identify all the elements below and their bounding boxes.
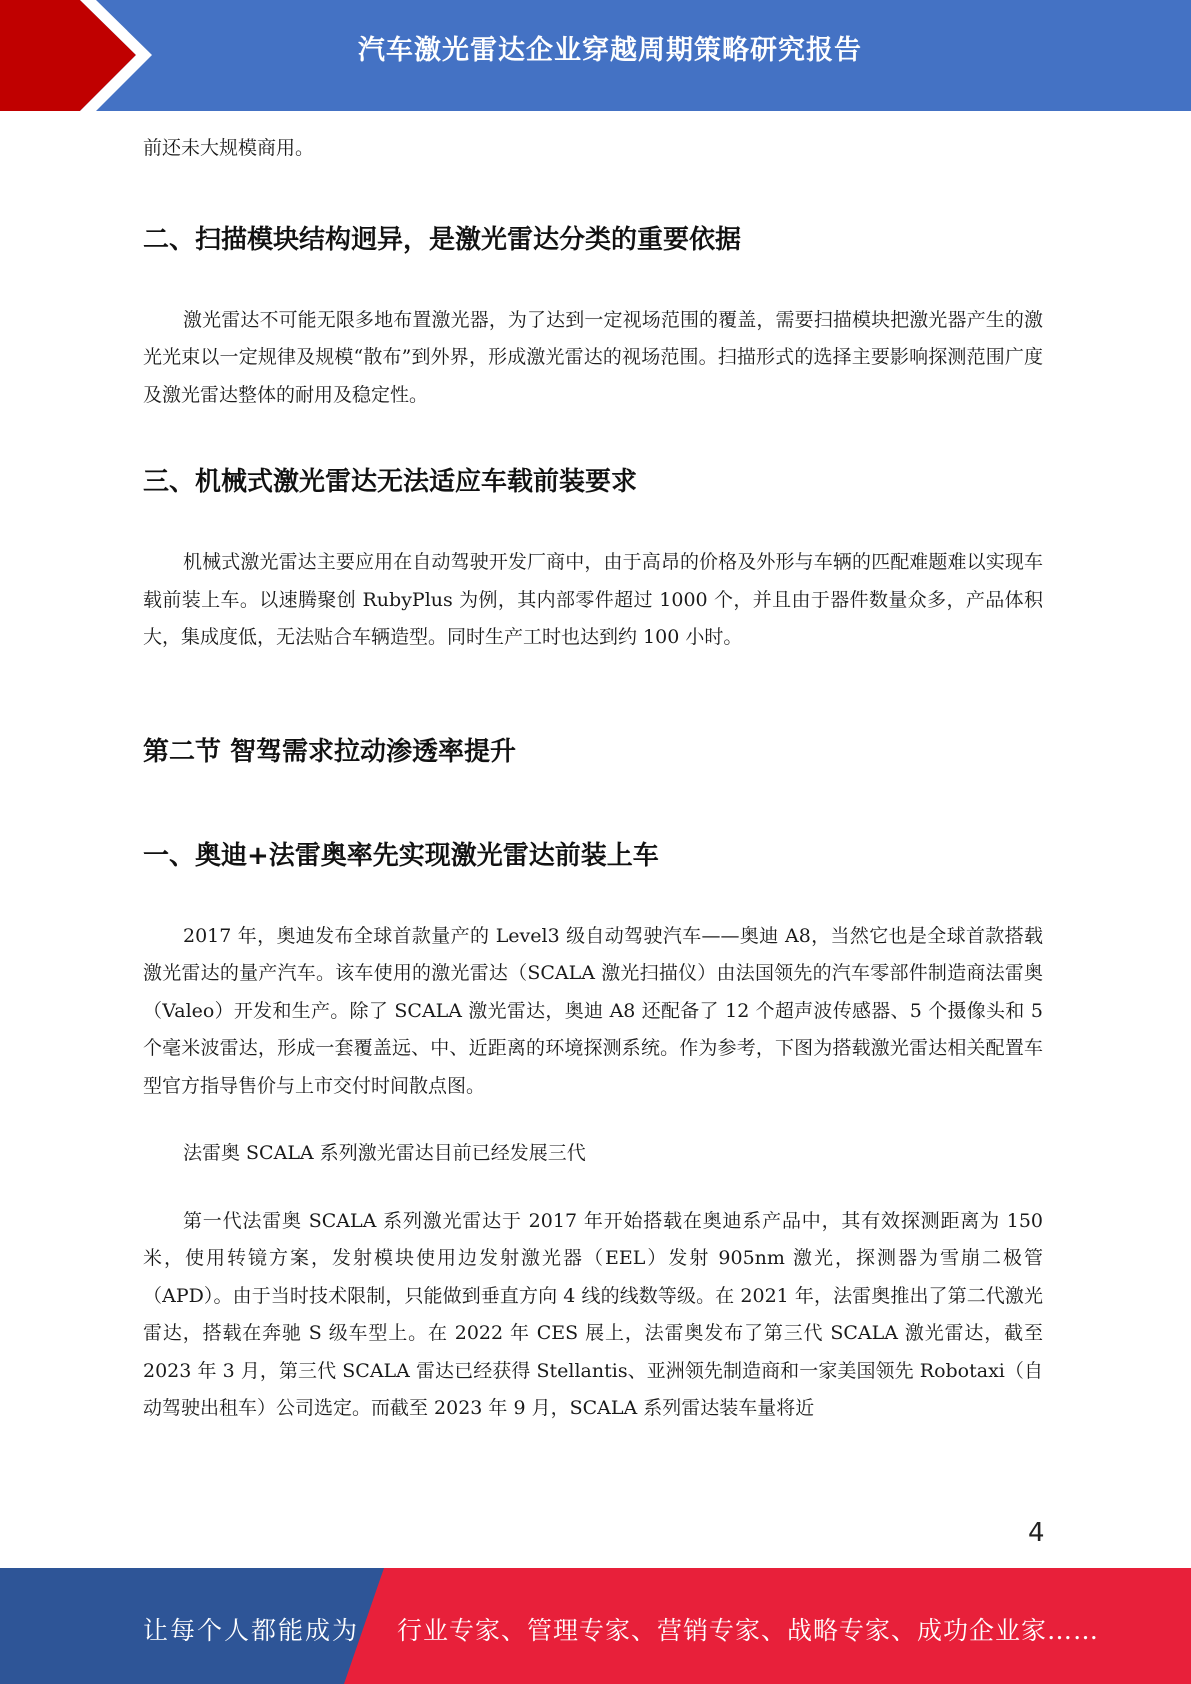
page-header <box>0 0 1191 111</box>
heading-mechanical-lidar: 三、机械式激光雷达无法适应车载前装要求 <box>143 467 638 497</box>
page-content <box>143 130 1043 1428</box>
footer-slogan-right: 行业专家、管理专家、营销专家、战略专家、成功企业家…… <box>397 1616 1100 1645</box>
paragraph-audi-a8: 2017 年，奥迪发布全球首款量产的 Level3 级自动驾驶汽车——奥迪 A8，当然它也是全球首款搭载激光雷达的量产汽车。该车使用的激光雷达（SCALA 激光扫描仪）由法国领先的汽车零部件制造商法雷奥（Valeo）开发和生产。除了 SCALA 激光雷达，奥迪 A8 还配备了 12 个超声波传感器、5 个摄像头和 5 个毫米波雷达，形成一套覆盖远、中、近距离的环境探测系统。作为参考，下图为搭载激光雷达相关配置车型官方指导售价与上市交付时间散点图。 <box>143 924 1043 1097</box>
paragraph-mechanical-lidar: 机械式激光雷达主要应用在自动驾驶开发厂商中，由于高昂的价格及外形与车辆的匹配难题难以实现车载前装上车。以速腾聚创 RubyPlus 为例，其内部零件超过 1000 个，并且由于器件数量众多，产品体积大，集成度低，无法贴合车辆造型。同时生产工时也达到约 100 小时。 <box>143 551 1043 648</box>
heading-scan-module: 二、扫描模块结构迥异，是激光雷达分类的重要依据 <box>143 224 742 255</box>
section-heading: 第二节 智驾需求拉动渗透率提升 <box>143 736 517 767</box>
heading-audi-valeo: 一、奥迪+法雷奥率先实现激光雷达前装上车 <box>143 840 659 871</box>
page-footer <box>0 1568 1191 1684</box>
paragraph-scan-module: 激光雷达不可能无限多地布置激光器，为了达到一定视场范围的覆盖，需要扫描模块把激光器产生的激光光束以一定规律及规模“散布”到外界，形成激光雷达的视场范围。扫描形式的选择主要影响探测范围广度及激光雷达整体的耐用及稳定性。 <box>143 308 1043 406</box>
paragraph-continuation: 前还未大规模商用。 <box>143 137 315 159</box>
header-arrow-decoration <box>0 0 160 111</box>
page-number: 4 <box>1028 1518 1045 1548</box>
report-title: 汽车激光雷达企业穿越周期策略研究报告 <box>358 35 862 66</box>
footer-slogan-left: 让每个人都能成为 <box>143 1616 360 1645</box>
paragraph-scala-generations: 第一代法雷奥 SCALA 系列激光雷达于 2017 年开始搭载在奥迪系产品中，其有效探测距离为 150 米，使用转镜方案，发射模块使用边发射激光器（EEL）发射 905nm 激光，探测器为雪崩二极管（APD）。由于当时技术限制，只能做到垂直方向 4 线的线数等级。在 2021 年，法雷奥推出了第二代激光雷达，搭载在奔驰 S 级车型上。在 2022 年 CES 展上，法雷奥发布了第三代 SCALA 激光雷达，截至 2023 年 3 月，第三代 SCALA 雷达已经获得 Stellantis、亚洲领先制造商和一家美国领先 Robotaxi（自动驾驶出租车）公司选定。而截至 2023 年 9 月，SCALA 系列雷达装车量将近 <box>143 1209 1043 1419</box>
paragraph-scala-title: 法雷奥 SCALA 系列激光雷达目前已经发展三代 <box>183 1142 586 1164</box>
